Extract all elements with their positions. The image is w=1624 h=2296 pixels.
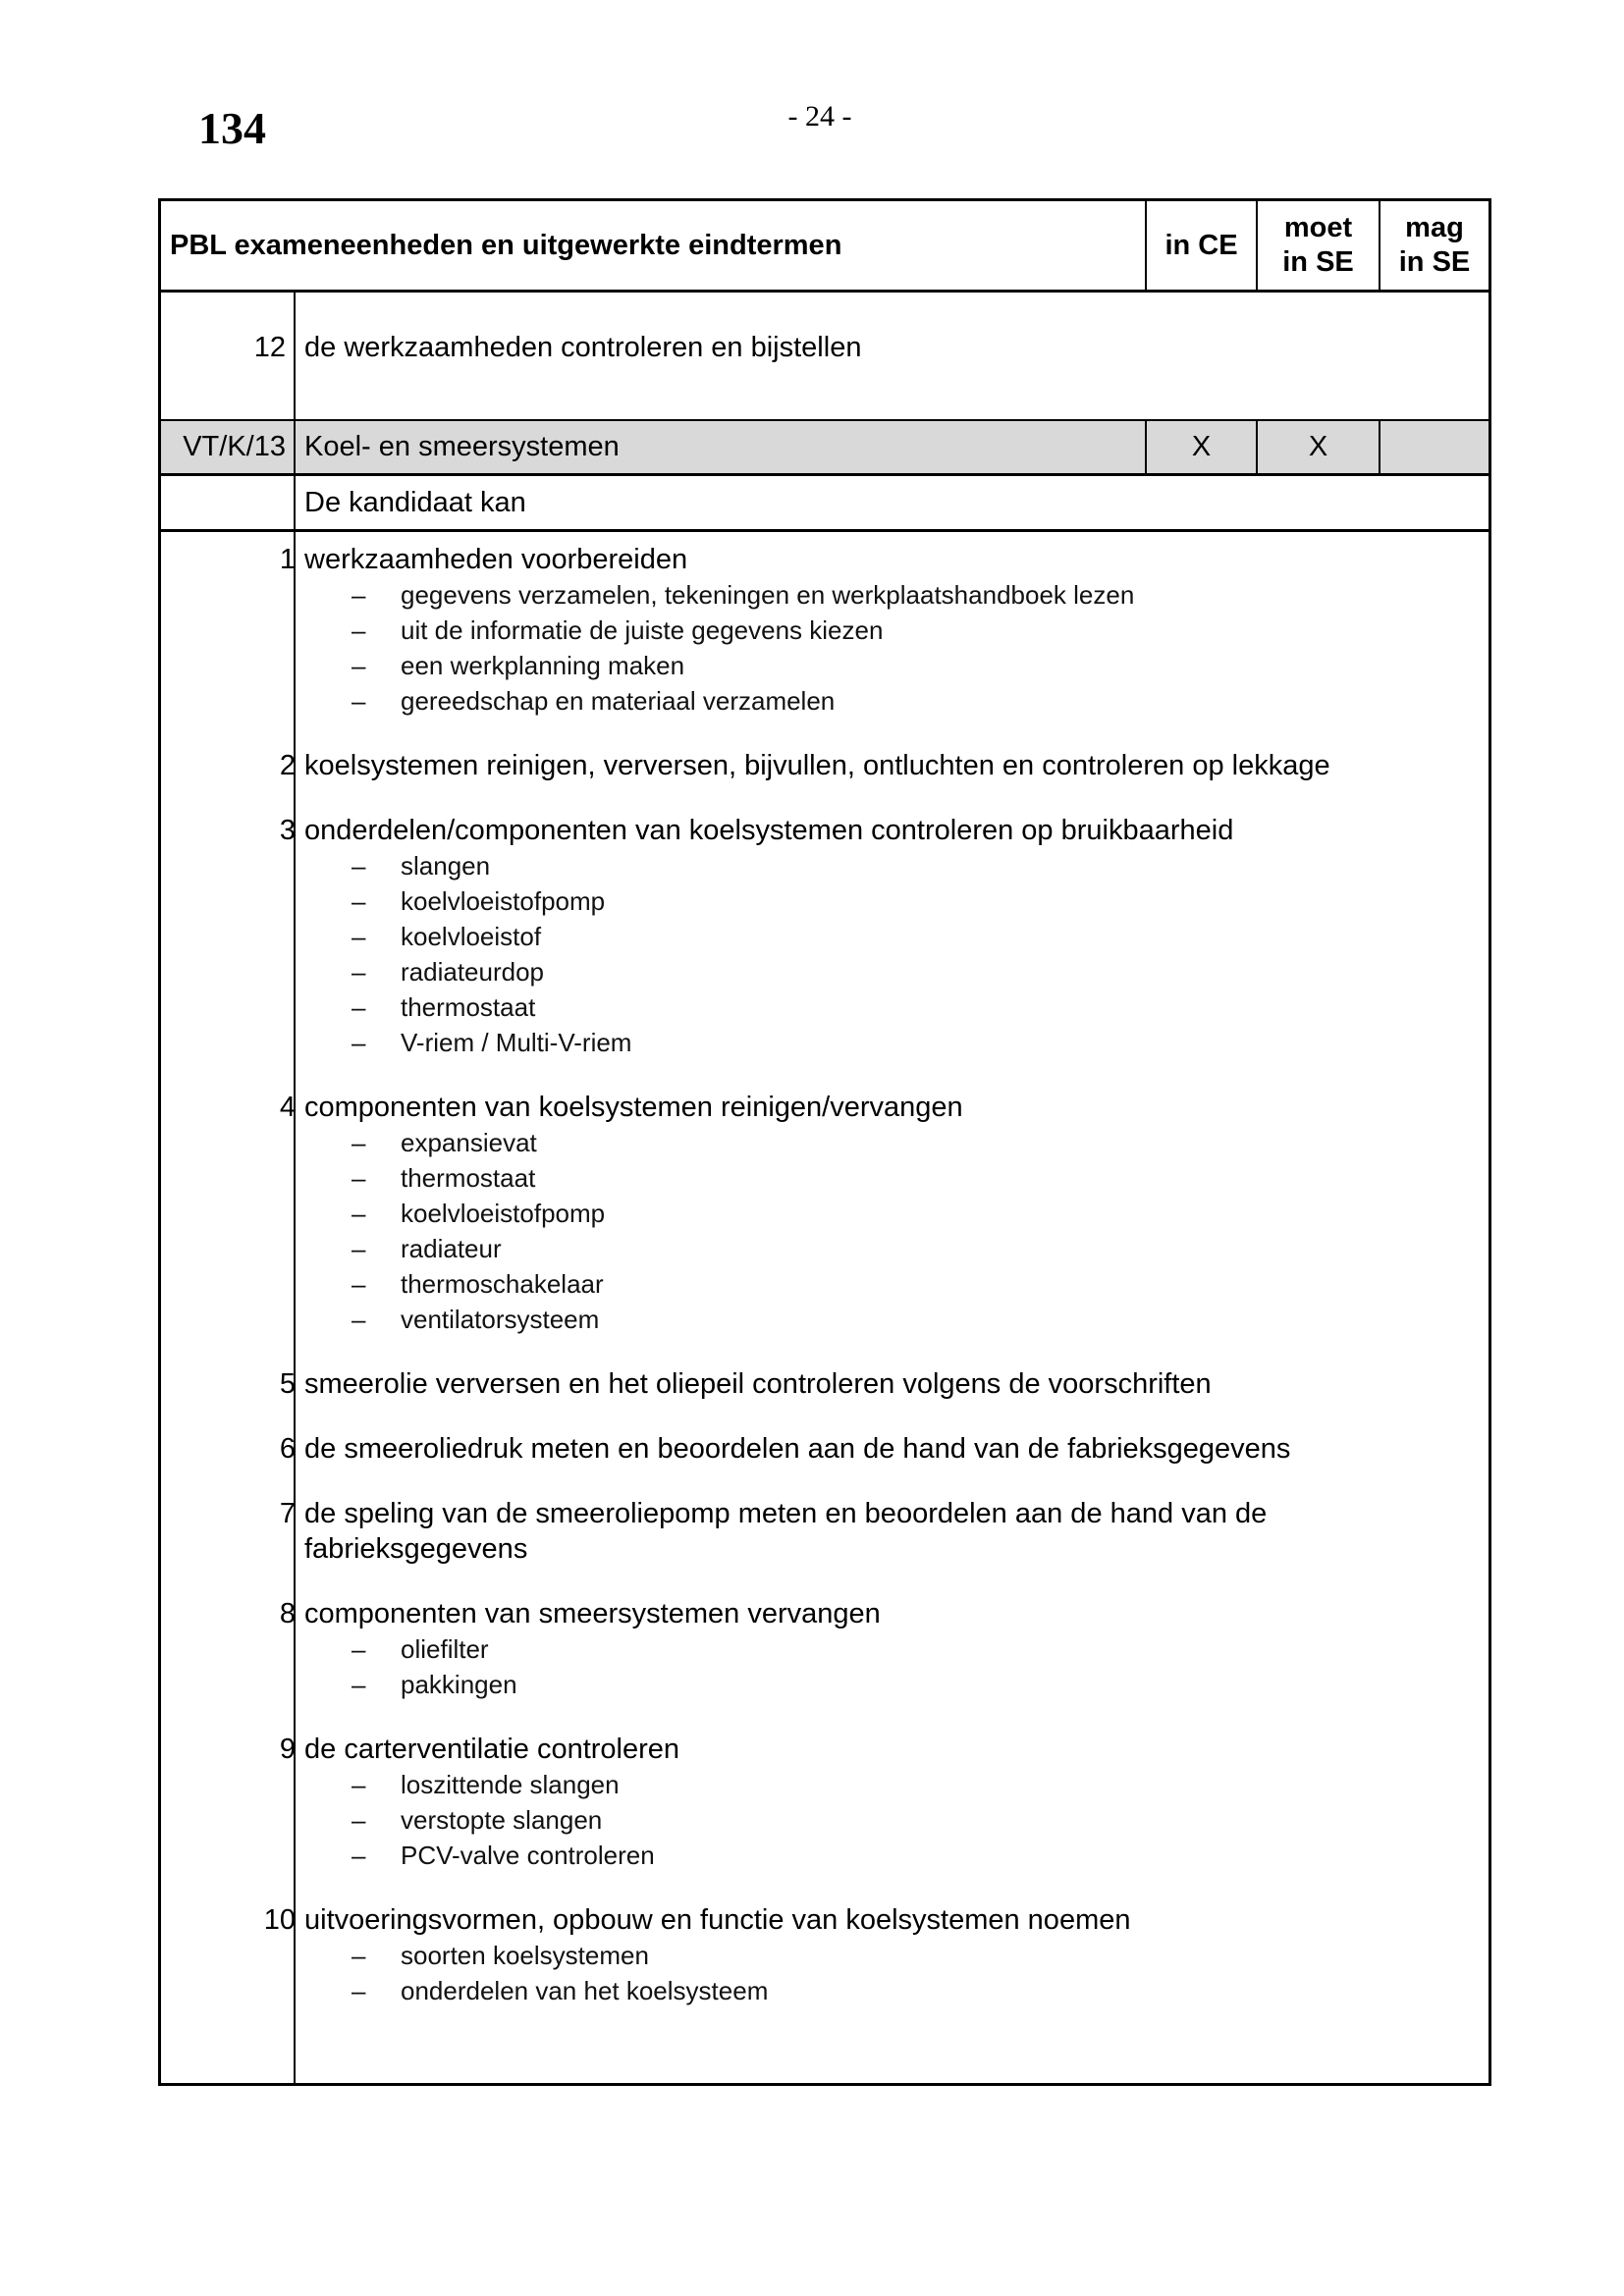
sub-item-text: thermoschakelaar: [401, 1269, 604, 1299]
item-text: koelsystemen reinigen, verversen, bijvullen, ontluchten en controleren op lekkage: [304, 750, 1330, 781]
intro-row: [161, 476, 1489, 532]
sub-item-text: verstopte slangen: [401, 1805, 603, 1835]
header-mag-in-se: mag in SE: [1398, 212, 1471, 278]
page-number-left: 134: [198, 103, 266, 153]
item-text: de carterventilatie controleren: [304, 1734, 680, 1765]
item-number: 2: [279, 750, 296, 781]
eindtermen-table: [158, 198, 1491, 2086]
item-text: onderdelen/componenten van koelsystemen controleren op bruikbaarheid: [304, 815, 1234, 846]
sub-list: [304, 1125, 1489, 1337]
sub-item: [304, 1802, 1489, 1838]
sub-item: [304, 683, 1489, 719]
dash-bullet-icon: –: [352, 1670, 366, 1699]
item-number: 8: [279, 1598, 296, 1629]
unit-mag-in-se: [1380, 421, 1489, 473]
sub-item-text: soorten koelsystemen: [401, 1941, 649, 1970]
dash-bullet-icon: –: [352, 957, 366, 987]
list-item: [279, 1732, 1489, 1873]
sub-item: [304, 613, 1489, 648]
sub-item-text: ventilatorsysteem: [401, 1305, 600, 1334]
sub-item: [304, 1302, 1489, 1337]
table-row-prev: [161, 293, 1489, 421]
dash-bullet-icon: –: [352, 1269, 366, 1299]
sub-item-text: PCV-valve controleren: [401, 1841, 655, 1870]
header-moet-in-se: moet in SE: [1258, 201, 1380, 290]
unit-code: VT/K/13: [161, 421, 296, 473]
sub-item-text: koelvloeistof: [401, 922, 542, 951]
dash-bullet-icon: –: [352, 886, 366, 916]
dash-bullet-icon: –: [352, 1941, 366, 1970]
sub-item: [304, 1938, 1489, 1973]
list-item: [279, 748, 1489, 783]
item-number: 10: [263, 1904, 296, 1936]
sub-item: [304, 848, 1489, 883]
dash-bullet-icon: –: [352, 686, 366, 716]
sub-item-text: expansievat: [401, 1128, 537, 1157]
sub-item-text: koelvloeistofpomp: [401, 886, 606, 916]
unit-in-ce: X: [1147, 421, 1258, 473]
sub-item: [304, 1196, 1489, 1231]
dash-bullet-icon: –: [352, 992, 366, 1022]
sub-list: [304, 1631, 1489, 1702]
sub-item: [304, 1667, 1489, 1702]
intro-text: De kandidaat kan: [304, 486, 526, 518]
sub-list: [304, 848, 1489, 1060]
dash-bullet-icon: –: [352, 1305, 366, 1334]
items-list: [263, 532, 1489, 2083]
item-number: 3: [279, 815, 296, 846]
sub-item-text: thermostaat: [401, 1163, 536, 1193]
item-text: componenten van smeersystemen vervangen: [304, 1598, 881, 1629]
sub-item-text: radiateur: [401, 1234, 502, 1263]
item-text: smeerolie verversen en het oliepeil controleren volgens de voorschriften: [304, 1368, 1212, 1400]
sub-item-text: pakkingen: [401, 1670, 517, 1699]
list-item: [279, 1596, 1489, 1702]
sub-item-text: V-riem / Multi-V-riem: [401, 1028, 632, 1057]
list-item: [263, 1902, 1489, 2008]
dash-bullet-icon: –: [352, 615, 366, 645]
sub-item-text: gegevens verzamelen, tekeningen en werkplaatshandboek lezen: [401, 580, 1135, 610]
sub-item-text: een werkplanning maken: [401, 651, 685, 680]
unit-moet-in-se: X: [1258, 421, 1380, 473]
unit-title: Koel- en smeersystemen: [296, 421, 1147, 473]
list-item: [279, 813, 1489, 1060]
list-item: [279, 1090, 1489, 1337]
sub-item: [304, 1631, 1489, 1667]
dash-bullet-icon: –: [352, 1128, 366, 1157]
item-number: 7: [279, 1498, 296, 1529]
list-item: [279, 1496, 1489, 1567]
list-item: [279, 1431, 1489, 1467]
list-item: [279, 1366, 1489, 1402]
sub-item-text: loszittende slangen: [401, 1770, 620, 1799]
unit-row: [161, 421, 1489, 476]
sub-item: [304, 1231, 1489, 1266]
row-text: de werkzaamheden controleren en bijstellen: [304, 332, 862, 363]
dash-bullet-icon: –: [352, 851, 366, 881]
sub-item: [304, 577, 1489, 613]
header-title: PBL exameneenheden en uitgewerkte eindtermen: [161, 201, 1147, 290]
dash-bullet-icon: –: [352, 580, 366, 610]
sub-item: [304, 1767, 1489, 1802]
sub-item: [304, 989, 1489, 1025]
sub-item-text: onderdelen van het koelsysteem: [401, 1976, 769, 2005]
sub-list: [304, 577, 1489, 719]
sub-item-text: uit de informatie de juiste gegevens kiezen: [401, 615, 884, 645]
item-text: de speling van de smeeroliepomp meten en beoordelen aan de hand van de fabrieksgegevens: [304, 1498, 1268, 1565]
sub-item: [304, 1838, 1489, 1873]
sub-list: [304, 1938, 1489, 2008]
dash-bullet-icon: –: [352, 1770, 366, 1799]
item-text: werkzaamheden voorbereiden: [304, 544, 688, 575]
sub-item: [304, 648, 1489, 683]
header-in-ce: in CE: [1147, 201, 1258, 290]
dash-bullet-icon: –: [352, 1976, 366, 2005]
dash-bullet-icon: –: [352, 1634, 366, 1664]
dash-bullet-icon: –: [352, 1163, 366, 1193]
dash-bullet-icon: –: [352, 1234, 366, 1263]
sub-item-text: gereedschap en materiaal verzamelen: [401, 686, 836, 716]
dash-bullet-icon: –: [352, 1841, 366, 1870]
sub-item: [304, 1160, 1489, 1196]
items-body: [161, 532, 1489, 2083]
sub-item: [304, 1266, 1489, 1302]
sub-item: [304, 883, 1489, 919]
item-text: uitvoeringsvormen, opbouw en functie van koelsystemen noemen: [304, 1904, 1131, 1936]
dash-bullet-icon: –: [352, 922, 366, 951]
sub-item-text: slangen: [401, 851, 491, 881]
item-number: 1: [279, 544, 296, 575]
item-text: componenten van koelsystemen reinigen/vervangen: [304, 1092, 963, 1123]
item-number: 9: [279, 1734, 296, 1765]
dash-bullet-icon: –: [352, 651, 366, 680]
item-text: de smeeroliedruk meten en beoordelen aan de hand van de fabrieksgegevens: [304, 1433, 1291, 1465]
sub-item: [304, 1025, 1489, 1060]
sub-item: [304, 919, 1489, 954]
dash-bullet-icon: –: [352, 1028, 366, 1057]
sub-item: [304, 1125, 1489, 1160]
sub-item-text: thermostaat: [401, 992, 536, 1022]
dash-bullet-icon: –: [352, 1805, 366, 1835]
item-number: 5: [279, 1368, 296, 1400]
dash-bullet-icon: –: [352, 1199, 366, 1228]
row-number: 12: [161, 293, 296, 419]
sub-list: [304, 1767, 1489, 1873]
table-header: [161, 201, 1489, 293]
sub-item-text: radiateurdop: [401, 957, 544, 987]
item-number: 6: [279, 1433, 296, 1465]
page-number-center: - 24 -: [787, 100, 852, 133]
list-item: [279, 542, 1489, 719]
sub-item-text: koelvloeistofpomp: [401, 1199, 606, 1228]
sub-item-text: oliefilter: [401, 1634, 489, 1664]
sub-item: [304, 1973, 1489, 2008]
item-number: 4: [279, 1092, 296, 1123]
sub-item: [304, 954, 1489, 989]
